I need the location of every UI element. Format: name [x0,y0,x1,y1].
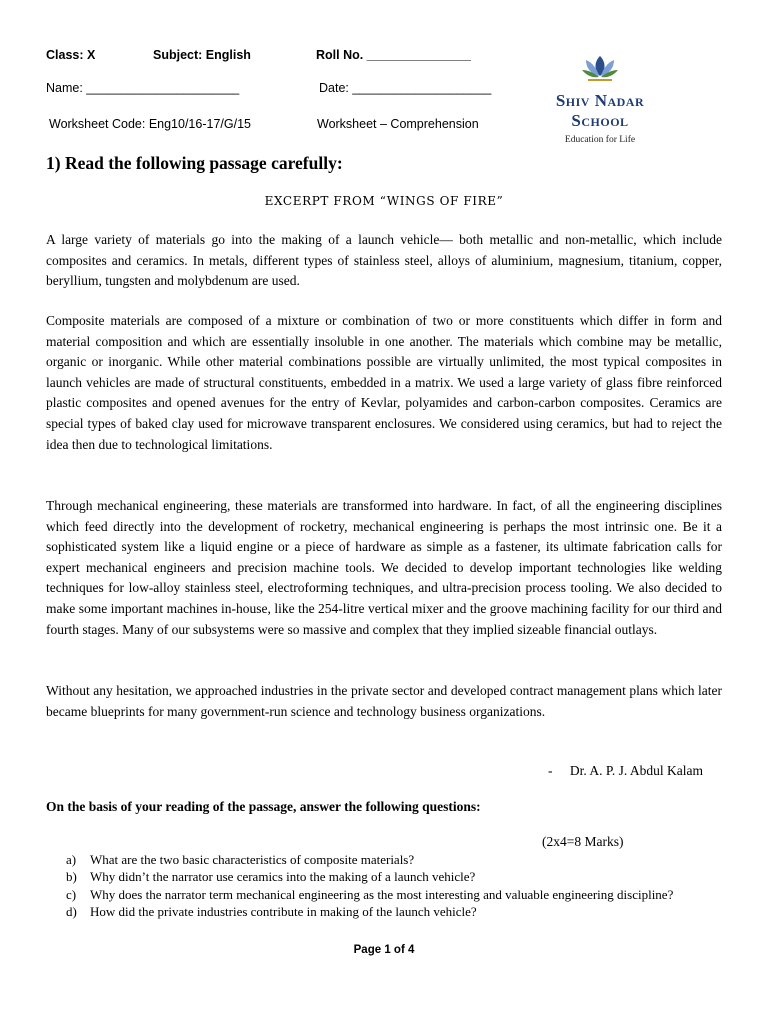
question-item [66,886,726,903]
question-label: d) [66,904,77,920]
passage-paragraph: Through mechanical engineering, these materials are transformed into hardware. In fact, of all the engineering disciplines which feed directly into the development of rocketry, mechanical engineering is perhaps the most intrinsic one. Be it a sophisticated system like a liquid engine or a piece of hardware as simple as a fastener, its ultimate fabrication calls for expert mechanical engineers and precision machine tools. We decided to develop important technologies like welding techniques for low-alloy stainless steel, electroforming techniques, and ultra-precision process tooling. We also decided to make some important machines in-house, like the 254-litre vertical mixer and the groove machining facility for our third and fourth stages. Many of our subsystems were so massive and complex that they implied sizeable financial outlays. [46,498,722,637]
questions-list [66,851,726,921]
passage-author [548,763,703,779]
school-logo [530,54,670,145]
question-item [66,851,726,868]
question-text: Why does the narrator term mechanical engineering as the most interesting and valuable engineering discipline? [90,886,674,902]
question-text: What are the two basic characteristics of composite materials? [90,852,415,867]
question-text: Why didn’t the narrator use ceramics into the making of a launch vehicle? [90,869,476,885]
class-label: Class: X [46,48,96,62]
passage-title: EXCERPT FROM “WINGS OF FIRE” [264,194,504,208]
lotus-icon [578,54,622,84]
question-label: a) [66,852,77,867]
roll-number-label: Roll No. _______________ [316,48,471,62]
question-label: b) [66,869,77,885]
marks-label: (2x4=8 Marks) [542,834,624,849]
school-name: Shiv Nadar School [555,91,645,130]
date-label: Date: ____________________ [319,81,492,95]
question-text: How did the private industries contribute in making of the launch vehicle? [90,904,477,920]
question-item [66,868,726,885]
question-label: c) [66,886,77,902]
questions-instruction: On the basis of your reading of the passage, answer the following questions: [46,799,481,814]
school-tagline: Education for Life [564,135,636,145]
author-name: Dr. A. P. J. Abdul Kalam [569,763,704,778]
passage-paragraph: A large variety of materials go into the making of a launch vehicle— both metallic and non-metallic, which include composites and ceramics. In metals, different types of stainless steel, alloys of aluminium, magnesium, titanium, copper, beryllium, tungsten and molybdenum are used. [46,232,722,289]
worksheet-type: Worksheet – Comprehension [317,117,479,131]
author-dash: - [548,763,553,778]
passage-paragraph: Composite materials are composed of a mixture or combination of two or more constituents which differ in form and material composition and which are essentially insoluble in one another. The materials which combine may be metallic, organic or inorganic. While other material combinations possible are virtually unlimited, the most typical composites in launch vehicles are made of structural constituents, embedded in a matrix. We used a large variety of glass fibre reinforced plastic composites and opened avenues for the entry of Kevlar, polyamides and carbon-carbon composites. Ceramics are special types of baked clay used for microwave transparent enclosures. We considered using ceramics, but had to reject the idea then due to technological limitations. [46,313,722,452]
passage-paragraph: Without any hesitation, we approached industries in the private sector and developed contract management plans which later became blueprints for many government-run science and technology business organizations. [46,683,722,719]
question-item [66,903,726,920]
worksheet-code: Worksheet Code: Eng10/16-17/G/15 [49,117,251,131]
instruction-heading: 1) Read the following passage carefully: [46,153,343,173]
name-label: Name: ______________________ [46,81,240,95]
subject-label: Subject: English [153,48,251,62]
page-number: Page 1 of 4 [353,944,415,956]
